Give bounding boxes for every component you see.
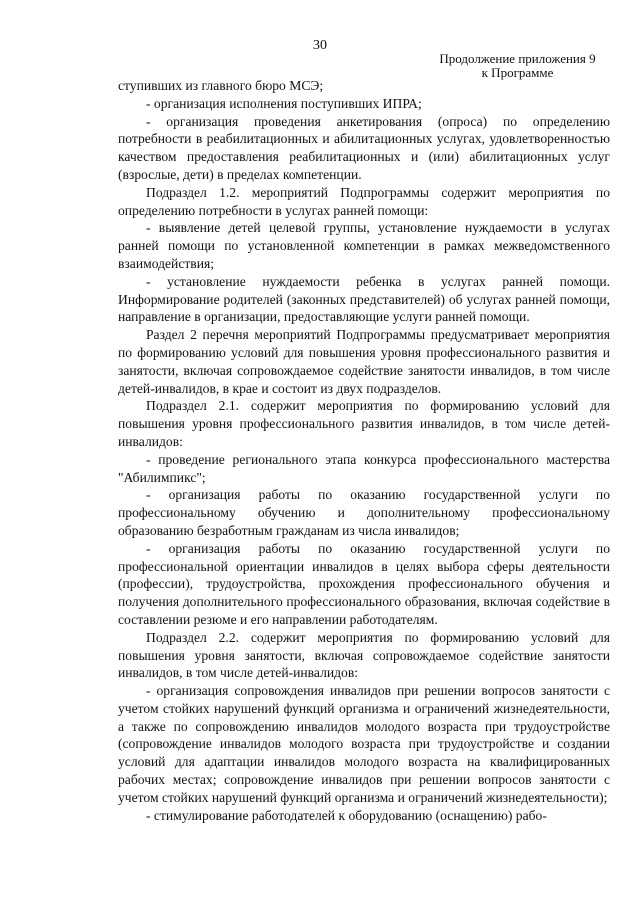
paragraph: - организация сопровождения инвалидов при решении вопросов занятости с учетом стойких нарушений функций организма и ограничений жизнедеятельности, а также по сопровождению инвалидов молодого возраста при трудоустройстве (сопровождение инвалидов молодого возраста при трудоустройстве и создании условий для адаптации инвалидов молодого возраста на квалифицированных рабочих местах; сопровождение инвалидов при решении вопросов занятости с учетом стойких нарушений функций организма и ограничений жизнедеятельности);	[118, 683, 610, 805]
paragraph: - проведение регионального этапа конкурса профессионального мастерства "Абилимпикс";	[118, 451, 610, 485]
appendix-note-line-2: к Программе	[481, 65, 554, 80]
paragraph: - выявление детей целевой группы, установление нуждаемости в услугах ранней помощи по установленной компетенции в рамках межведомственного взаимодействия;	[118, 220, 610, 271]
paragraph: ступивших из главного бюро МСЭ;	[118, 78, 324, 93]
paragraph: Подраздел 2.1. содержит мероприятия по формированию условий для повышения уровня профессионального развития инвалидов, в том числе детей-инвалидов:	[118, 398, 610, 449]
paragraph: - организация работы по оказанию государственной услуги по профессиональному обучению и дополнительному профессиональному образованию безработным гражданам из числа инвалидов;	[118, 487, 610, 538]
paragraph: Подраздел 1.2. мероприятий Подпрограммы содержит мероприятия по определению потребности в услугах ранней помощи:	[118, 184, 610, 218]
appendix-note	[430, 52, 605, 80]
page-number: 30	[313, 38, 327, 53]
paragraph: - организация исполнения поступивших ИПРА;	[146, 95, 422, 111]
paragraph: - организация проведения анкетирования (опроса) по определению потребности в реабилитационных и абилитационных услугах, удовлетворенностью качеством предоставления реабилитационных и (или) абилитационных услуг (взрослые, дети) в пределах компетенции.	[118, 113, 610, 182]
document-body	[118, 77, 610, 824]
paragraph: Подраздел 2.2. содержит мероприятия по формированию условий для повышения уровня занятости, включая сопровождаемое содействие занятости инвалидов, в том числе детей-инвалидов:	[118, 629, 610, 681]
paragraph: - стимулирование работодателей к оборудованию (оснащению) рабо-	[146, 807, 547, 823]
paragraph: Раздел 2 перечня мероприятий Подпрограммы предусматривает мероприятия по формированию условий для повышения уровня профессионального развития и занятости, включая сопровождаемое содействие занятости инвалидов, в том числе детей-инвалидов, в крае и состоит из двух подразделов.	[118, 327, 610, 396]
appendix-note-line-1: Продолжение приложения 9	[439, 51, 596, 66]
paragraph: - установление нуждаемости ребенка в услугах ранней помощи. Информирование родителей (законных представителей) об услугах ранней помощи, направление в организации, предоставляющие услуги ранней помощи.	[118, 273, 610, 325]
paragraph: - организация работы по оказанию государственной услуги по профессиональной ориентации инвалидов в целях выбора сферы деятельности (профессии), трудоустройства, прохождения профессионального обучения и получения дополнительного профессионального образования, включая содействие в составлении резюме и его направлении работодателям.	[118, 540, 610, 627]
